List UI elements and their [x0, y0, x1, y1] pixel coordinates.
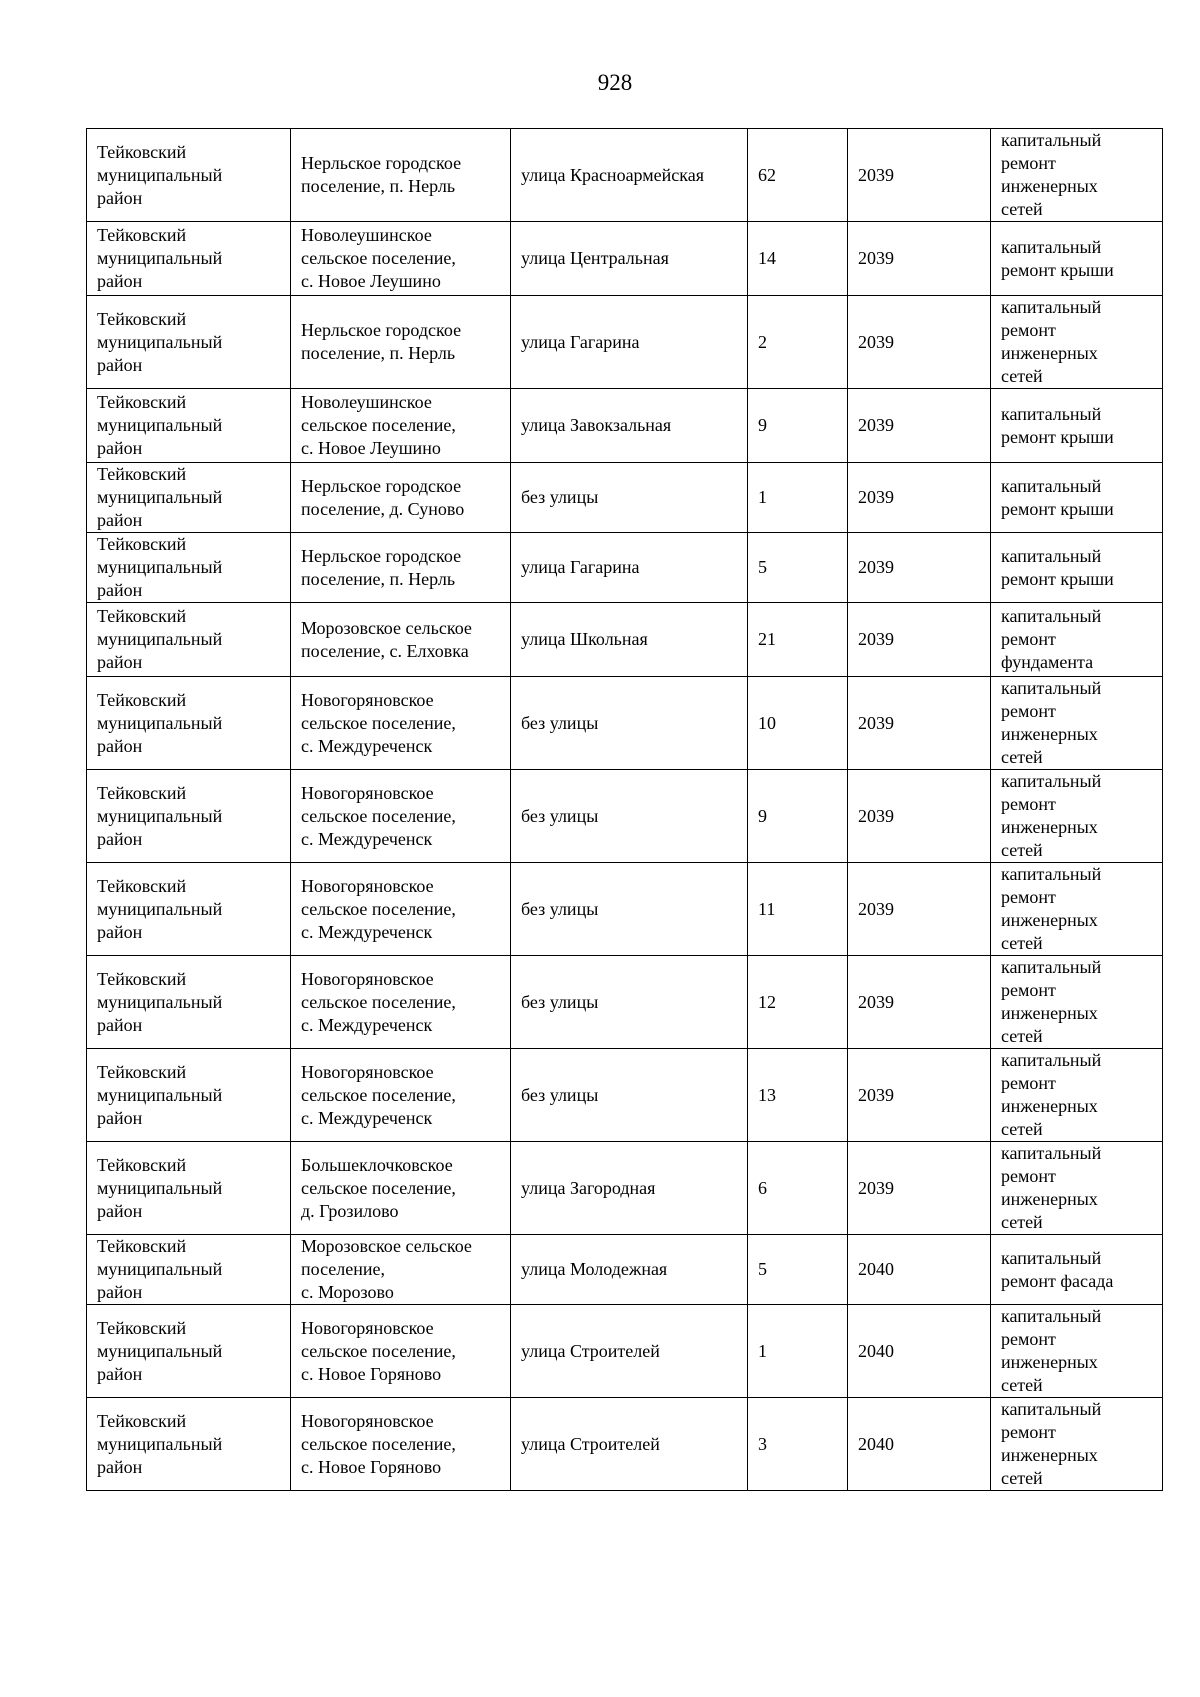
street-cell: улица Гагарина: [511, 533, 748, 603]
district-cell: Тейковский муниципальный район: [87, 677, 291, 770]
work-type-cell: капитальный ремонт крыши: [991, 389, 1163, 463]
work-type-cell: капитальный ремонт инженерных сетей: [991, 770, 1163, 863]
street-cell: улица Завокзальная: [511, 389, 748, 463]
table-row: [87, 1142, 1163, 1235]
work-type-cell: капитальный ремонт фундамента: [991, 603, 1163, 677]
house-number-cell: 62: [748, 129, 848, 222]
house-number-cell: 1: [748, 1305, 848, 1398]
year-cell: 2039: [848, 863, 991, 956]
district-cell: Тейковский муниципальный район: [87, 1235, 291, 1305]
work-type-cell: капитальный ремонт фасада: [991, 1235, 1163, 1305]
house-number-cell: 3: [748, 1398, 848, 1491]
table-row: [87, 1235, 1163, 1305]
district-cell: Тейковский муниципальный район: [87, 389, 291, 463]
table-row: [87, 677, 1163, 770]
house-number-cell: 13: [748, 1049, 848, 1142]
street-cell: без улицы: [511, 770, 748, 863]
work-type-cell: капитальный ремонт инженерных сетей: [991, 296, 1163, 389]
street-cell: улица Молодежная: [511, 1235, 748, 1305]
house-number-cell: 14: [748, 222, 848, 296]
table-row: [87, 129, 1163, 222]
house-number-cell: 9: [748, 770, 848, 863]
settlement-cell: Нерльское городское поселение, п. Нерль: [291, 296, 511, 389]
street-cell: улица Школьная: [511, 603, 748, 677]
street-cell: без улицы: [511, 463, 748, 533]
house-number-cell: 5: [748, 533, 848, 603]
table-row: [87, 1398, 1163, 1491]
work-type-cell: капитальный ремонт инженерных сетей: [991, 1305, 1163, 1398]
street-cell: улица Гагарина: [511, 296, 748, 389]
settlement-cell: Новогоряновское сельское поселение, с. Междуреченск: [291, 770, 511, 863]
settlement-cell: Нерльское городское поселение, п. Нерль: [291, 129, 511, 222]
district-cell: Тейковский муниципальный район: [87, 129, 291, 222]
house-number-cell: 2: [748, 296, 848, 389]
year-cell: 2039: [848, 296, 991, 389]
settlement-cell: Новолеушинское сельское поселение, с. Новое Леушино: [291, 222, 511, 296]
table-row: [87, 296, 1163, 389]
house-number-cell: 9: [748, 389, 848, 463]
district-cell: Тейковский муниципальный район: [87, 956, 291, 1049]
street-cell: без улицы: [511, 863, 748, 956]
district-cell: Тейковский муниципальный район: [87, 863, 291, 956]
table-body: [87, 129, 1163, 1491]
house-number-cell: 11: [748, 863, 848, 956]
table-row: [87, 863, 1163, 956]
street-cell: улица Строителей: [511, 1305, 748, 1398]
table-row: [87, 1305, 1163, 1398]
settlement-cell: Новогоряновское сельское поселение, с. Новое Горяново: [291, 1398, 511, 1491]
year-cell: 2039: [848, 533, 991, 603]
work-type-cell: капитальный ремонт инженерных сетей: [991, 1049, 1163, 1142]
street-cell: улица Загородная: [511, 1142, 748, 1235]
table-row: [87, 1049, 1163, 1142]
work-type-cell: капитальный ремонт инженерных сетей: [991, 1398, 1163, 1491]
year-cell: 2040: [848, 1305, 991, 1398]
year-cell: 2039: [848, 222, 991, 296]
year-cell: 2039: [848, 129, 991, 222]
settlement-cell: Новогоряновское сельское поселение, с. Междуреченск: [291, 677, 511, 770]
settlement-cell: Морозовское сельское поселение, с. Морозово: [291, 1235, 511, 1305]
settlement-cell: Новогоряновское сельское поселение, с. Новое Горяново: [291, 1305, 511, 1398]
work-type-cell: капитальный ремонт инженерных сетей: [991, 677, 1163, 770]
settlement-cell: Новогоряновское сельское поселение, с. Междуреченск: [291, 1049, 511, 1142]
house-number-cell: 5: [748, 1235, 848, 1305]
district-cell: Тейковский муниципальный район: [87, 770, 291, 863]
work-type-cell: капитальный ремонт инженерных сетей: [991, 956, 1163, 1049]
district-cell: Тейковский муниципальный район: [87, 533, 291, 603]
street-cell: без улицы: [511, 677, 748, 770]
house-number-cell: 6: [748, 1142, 848, 1235]
street-cell: улица Красноармейская: [511, 129, 748, 222]
table-row: [87, 389, 1163, 463]
table-row: [87, 222, 1163, 296]
work-type-cell: капитальный ремонт инженерных сетей: [991, 129, 1163, 222]
settlement-cell: Морозовское сельское поселение, с. Елховка: [291, 603, 511, 677]
settlement-cell: Новогоряновское сельское поселение, с. Междуреченск: [291, 956, 511, 1049]
year-cell: 2039: [848, 603, 991, 677]
street-cell: улица Центральная: [511, 222, 748, 296]
district-cell: Тейковский муниципальный район: [87, 1305, 291, 1398]
year-cell: 2039: [848, 389, 991, 463]
year-cell: 2039: [848, 770, 991, 863]
district-cell: Тейковский муниципальный район: [87, 603, 291, 677]
work-type-cell: капитальный ремонт крыши: [991, 222, 1163, 296]
district-cell: Тейковский муниципальный район: [87, 1398, 291, 1491]
house-number-cell: 10: [748, 677, 848, 770]
year-cell: 2040: [848, 1398, 991, 1491]
settlement-cell: Нерльское городское поселение, д. Суново: [291, 463, 511, 533]
settlement-cell: Большеклочковское сельское поселение, д. Грозилово: [291, 1142, 511, 1235]
work-type-cell: капитальный ремонт инженерных сетей: [991, 863, 1163, 956]
year-cell: 2039: [848, 1142, 991, 1235]
work-type-cell: капитальный ремонт крыши: [991, 533, 1163, 603]
table-row: [87, 956, 1163, 1049]
year-cell: 2040: [848, 1235, 991, 1305]
table-row: [87, 603, 1163, 677]
housing-repair-table: [86, 128, 1163, 1491]
settlement-cell: Новогоряновское сельское поселение, с. Междуреченск: [291, 863, 511, 956]
settlement-cell: Новолеушинское сельское поселение, с. Новое Леушино: [291, 389, 511, 463]
table-row: [87, 533, 1163, 603]
house-number-cell: 1: [748, 463, 848, 533]
page-number: 928: [597, 70, 633, 95]
district-cell: Тейковский муниципальный район: [87, 222, 291, 296]
district-cell: Тейковский муниципальный район: [87, 296, 291, 389]
year-cell: 2039: [848, 1049, 991, 1142]
house-number-cell: 21: [748, 603, 848, 677]
house-number-cell: 12: [748, 956, 848, 1049]
street-cell: улица Строителей: [511, 1398, 748, 1491]
district-cell: Тейковский муниципальный район: [87, 463, 291, 533]
street-cell: без улицы: [511, 956, 748, 1049]
table-row: [87, 770, 1163, 863]
district-cell: Тейковский муниципальный район: [87, 1142, 291, 1235]
year-cell: 2039: [848, 463, 991, 533]
year-cell: 2039: [848, 677, 991, 770]
work-type-cell: капитальный ремонт крыши: [991, 463, 1163, 533]
settlement-cell: Нерльское городское поселение, п. Нерль: [291, 533, 511, 603]
table-row: [87, 463, 1163, 533]
year-cell: 2039: [848, 956, 991, 1049]
street-cell: без улицы: [511, 1049, 748, 1142]
work-type-cell: капитальный ремонт инженерных сетей: [991, 1142, 1163, 1235]
district-cell: Тейковский муниципальный район: [87, 1049, 291, 1142]
